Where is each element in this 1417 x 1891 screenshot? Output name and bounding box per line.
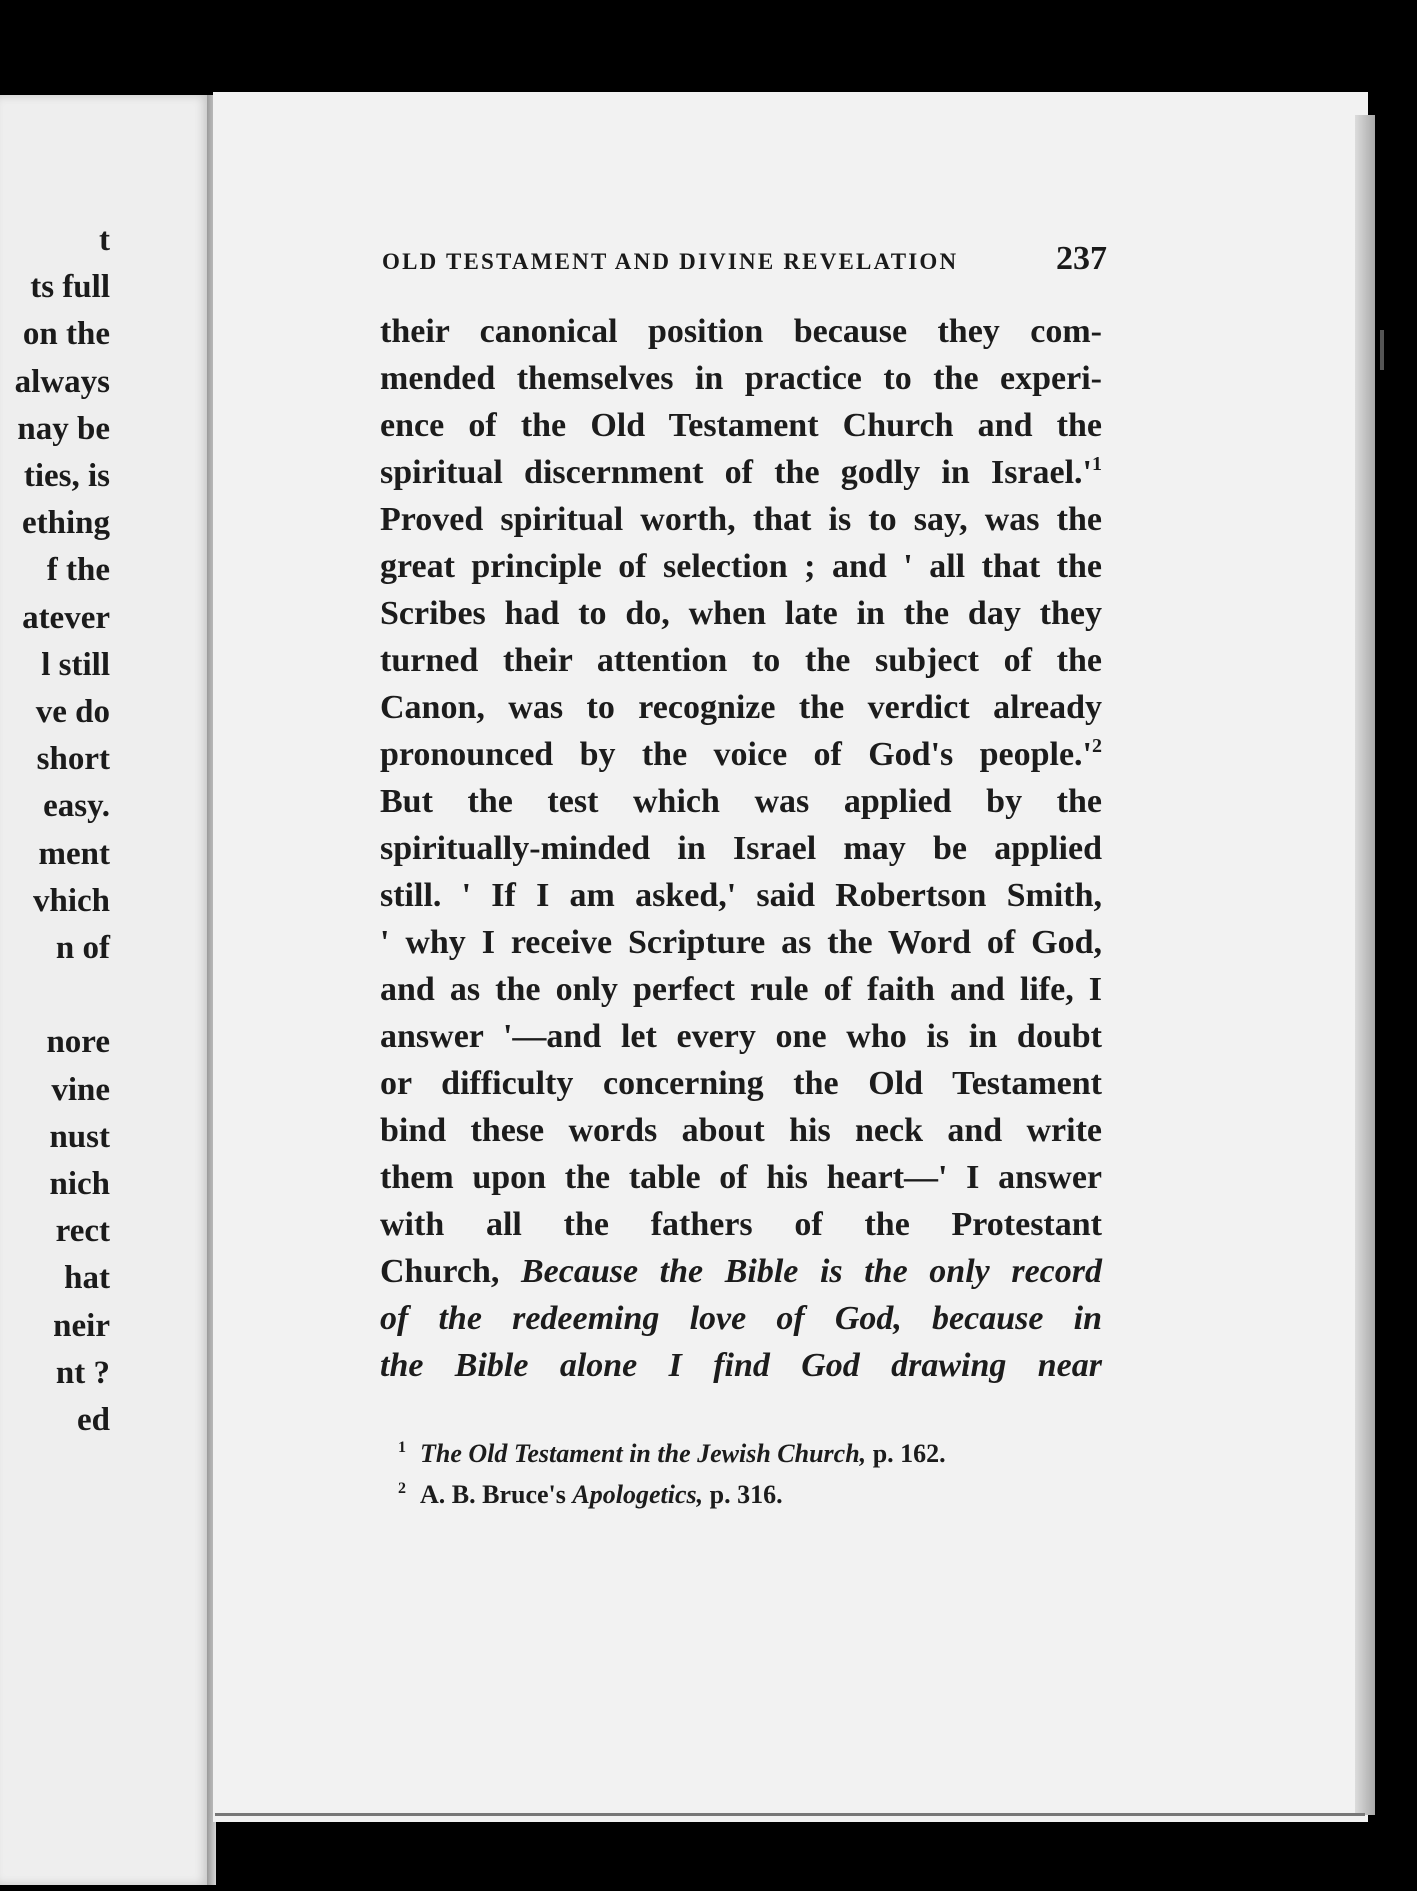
footnote-2 bbox=[398, 1471, 1098, 1512]
running-head: OLD TESTAMENT AND DIVINE REVELATION bbox=[382, 249, 959, 274]
footnote-mark: 1 bbox=[398, 1439, 406, 1456]
quote-italic: Because the Bible is the only record bbox=[520, 1253, 1102, 1290]
page-edge bbox=[1355, 115, 1375, 1815]
left-page-line: short bbox=[36, 741, 110, 778]
text-line bbox=[380, 1248, 1102, 1295]
left-page-line: ment bbox=[38, 835, 110, 872]
footnote-1 bbox=[398, 1430, 1098, 1471]
left-page-line: nay be bbox=[17, 410, 110, 447]
text-line: with all the fathers of the Protestant bbox=[380, 1206, 1102, 1243]
footnote-ref: 1 bbox=[1092, 453, 1102, 475]
left-page-line: t bbox=[99, 222, 110, 258]
text-line: them upon the table of his heart—' I answer bbox=[380, 1159, 1102, 1196]
text-line: Scribes had to do, when late in the day they bbox=[380, 595, 1102, 632]
left-page-line: rect bbox=[55, 1213, 110, 1250]
left-page-line: n of bbox=[55, 930, 110, 966]
left-page-line: ve do bbox=[35, 694, 110, 730]
line-text: pronounced by the voice of God's people.' bbox=[380, 736, 1092, 773]
page-header bbox=[382, 240, 1107, 278]
text-line: still. ' If I am asked,' said Robertson Smith, bbox=[380, 877, 1102, 914]
text-line: spiritually-minded in Israel may be applied bbox=[380, 830, 1102, 867]
text-line bbox=[380, 1295, 1102, 1342]
footnote-text: p. 162. bbox=[866, 1439, 946, 1468]
line-text: Church, bbox=[380, 1253, 521, 1290]
footnote-text: A. B. Bruce's bbox=[420, 1480, 573, 1509]
text-line bbox=[380, 1342, 1102, 1389]
line-text: spiritual discernment of the godly in Israel.' bbox=[380, 454, 1092, 491]
text-line bbox=[380, 731, 1102, 778]
quote-italic: the Bible alone I find God drawing near bbox=[380, 1347, 1102, 1384]
text-line: turned their attention to the subject of the bbox=[380, 642, 1102, 679]
footnote-mark: 2 bbox=[398, 1480, 406, 1497]
text-line: Proved spiritual worth, that is to say, was the bbox=[380, 501, 1102, 538]
left-page-line: ts full bbox=[30, 269, 110, 306]
footnote-title: Apologetics, bbox=[572, 1480, 704, 1509]
left-page-line: hat bbox=[64, 1260, 110, 1297]
left-page-line: f the bbox=[46, 552, 110, 589]
left-page-line: nich bbox=[49, 1166, 110, 1202]
text-line: answer '—and let every one who is in doubt bbox=[380, 1018, 1102, 1055]
body-text bbox=[380, 308, 1102, 1389]
text-line: their canonical position because they com- bbox=[380, 313, 1102, 350]
footnote-text: p. 316. bbox=[703, 1480, 783, 1509]
edge-mark bbox=[1380, 330, 1384, 370]
left-page-line: always bbox=[14, 363, 110, 400]
left-page-line: l still bbox=[41, 646, 110, 683]
left-page-line: ething bbox=[21, 505, 110, 542]
left-page-line: on the bbox=[22, 316, 110, 353]
left-page-line: easy. bbox=[43, 788, 110, 825]
text-line: and as the only perfect rule of faith and life, I bbox=[380, 971, 1102, 1008]
page-bottom-edge bbox=[215, 1813, 1365, 1816]
text-line: Canon, was to recognize the verdict already bbox=[380, 689, 1102, 726]
text-line: or difficulty concerning the Old Testament bbox=[380, 1065, 1102, 1102]
left-page-line: nt ? bbox=[55, 1354, 110, 1391]
text-line: mended themselves in practice to the experi- bbox=[380, 360, 1102, 397]
footnote-ref: 2 bbox=[1092, 735, 1102, 757]
left-page-line: nore bbox=[46, 1024, 110, 1061]
left-page-line: vine bbox=[51, 1071, 110, 1108]
footnotes bbox=[398, 1430, 1098, 1512]
page-number: 237 bbox=[1056, 240, 1107, 277]
left-page-line: nust bbox=[49, 1118, 110, 1155]
text-line: ' why I receive Scripture as the Word of God, bbox=[380, 924, 1102, 961]
left-page-line: ties, is bbox=[23, 458, 110, 494]
text-line bbox=[380, 449, 1102, 496]
quote-italic: of the redeeming love of God, because in bbox=[380, 1300, 1102, 1337]
text-line: ence of the Old Testament Church and the bbox=[380, 407, 1102, 444]
text-line: bind these words about his neck and write bbox=[380, 1112, 1102, 1149]
left-page-line: ed bbox=[77, 1402, 110, 1438]
footnote-title: The Old Testament in the Jewish Church, bbox=[420, 1439, 867, 1468]
left-page-line: atever bbox=[22, 599, 110, 636]
text-line: great principle of selection ; and ' all that the bbox=[380, 548, 1102, 585]
left-page-text bbox=[0, 95, 210, 1885]
left-page-line: neir bbox=[53, 1307, 110, 1344]
left-facing-page bbox=[0, 95, 210, 1885]
left-page-line: vhich bbox=[32, 882, 110, 919]
text-line: But the test which was applied by the bbox=[380, 783, 1102, 820]
